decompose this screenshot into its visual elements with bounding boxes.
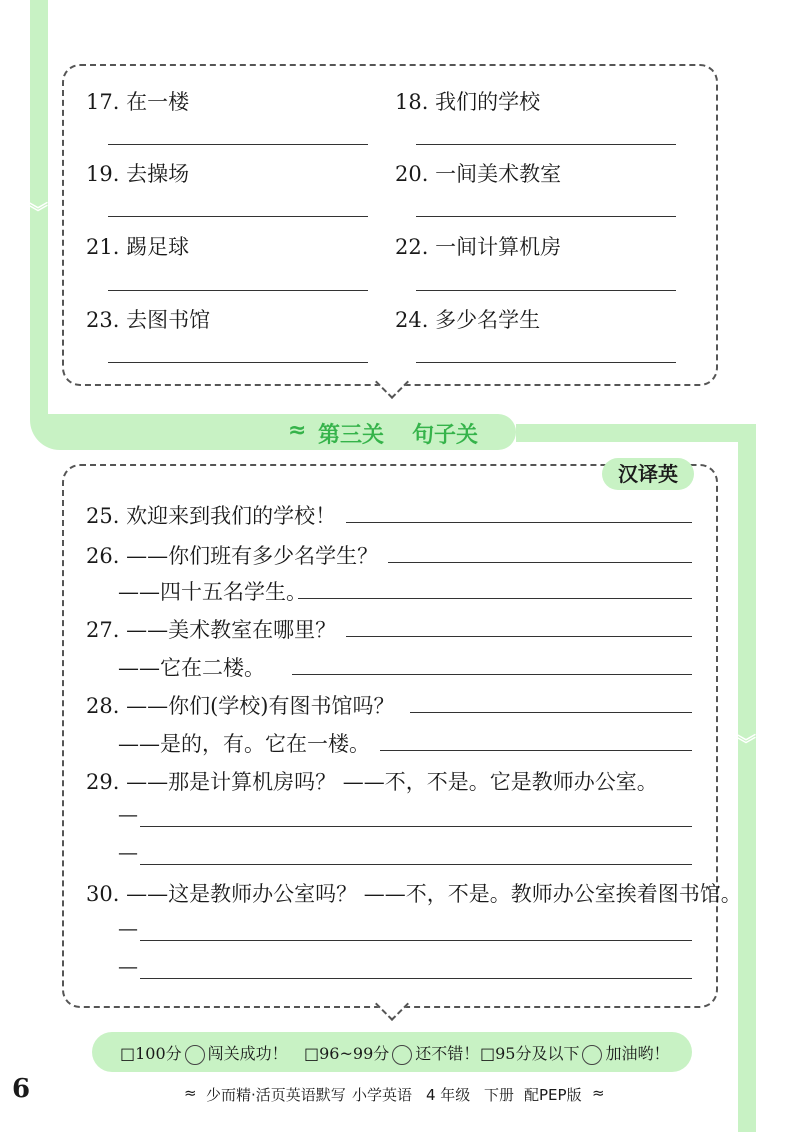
dash-29-b: — — [118, 840, 138, 864]
chevron-left-icon: ︾ — [28, 200, 48, 224]
answer-line-21[interactable] — [108, 290, 368, 291]
answer-line-27-b[interactable] — [292, 674, 692, 675]
score-option-100[interactable]: □100分 闯关成功！ — [120, 1044, 288, 1063]
answer-line-18[interactable] — [416, 144, 676, 145]
phrase-19: 19. 去操场 — [86, 162, 190, 186]
middle-green-bar-right — [516, 424, 756, 442]
chevron-right-icon: ︾ — [736, 732, 756, 756]
answer-line-27-a[interactable] — [346, 636, 692, 637]
question-29: 29. ——那是计算机房吗？ ——不，不是。它是教师办公室。 — [86, 770, 658, 794]
answer-line-29-a[interactable] — [140, 826, 692, 827]
answer-line-19[interactable] — [108, 216, 368, 217]
section-title-sub: 句子关 — [412, 423, 479, 448]
section-title-main: 第三关 — [318, 423, 385, 448]
answer-line-29-b[interactable] — [140, 864, 692, 865]
wave-icon: ≈ — [288, 418, 307, 443]
phrase-22: 22. 一间计算机房 — [395, 235, 562, 259]
score-option-96-99[interactable]: □96~99分 还不错！ — [304, 1044, 480, 1063]
question-27-b: ——它在二楼。 — [118, 656, 265, 680]
footer-edition: 配PEP版 — [524, 1086, 582, 1104]
answer-line-17[interactable] — [108, 144, 368, 145]
task-tag: 汉译英 — [602, 458, 694, 490]
phrase-17: 17. 在一楼 — [86, 90, 190, 114]
section-title — [262, 414, 516, 450]
answer-line-25[interactable] — [346, 522, 692, 523]
footer-volume: 下册 — [484, 1086, 515, 1104]
answer-line-28-a[interactable] — [410, 712, 692, 713]
encourage-face-icon — [582, 1045, 602, 1065]
dash-29-a: — — [118, 802, 138, 826]
footer-series: 少而精·活页英语默写 — [206, 1086, 346, 1104]
answer-line-26-b[interactable] — [298, 598, 692, 599]
phrase-21: 21. 踢足球 — [86, 235, 190, 259]
answer-line-20[interactable] — [416, 216, 676, 217]
score-option-95-below[interactable]: □95分及以下 加油哟！ — [480, 1044, 670, 1063]
footer-wave-right: ≈ — [592, 1084, 605, 1102]
phrase-20: 20. 一间美术教室 — [395, 162, 562, 186]
phrase-18: 18. 我们的学校 — [395, 90, 541, 114]
question-28-b: ——是的，有。它在一楼。 — [118, 732, 370, 756]
footer-grade: 4 年级 — [426, 1086, 471, 1104]
middle-green-bar — [30, 414, 270, 450]
question-28-a: 28. ——你们(学校)有图书馆吗？ — [86, 694, 395, 718]
right-green-bar — [738, 424, 756, 1132]
answer-line-26-a[interactable] — [388, 562, 692, 563]
answer-line-28-b[interactable] — [380, 750, 692, 751]
answer-line-23[interactable] — [108, 362, 368, 363]
answer-line-24[interactable] — [416, 362, 676, 363]
question-27-a: 27. ——美术教室在哪里？ — [86, 618, 337, 642]
answer-line-30-b[interactable] — [140, 978, 692, 979]
phrase-24: 24. 多少名学生 — [395, 308, 541, 332]
dash-30-b: — — [118, 954, 138, 978]
footer-subject: 小学英语 — [352, 1086, 413, 1104]
page-number: 6 — [12, 1074, 31, 1104]
phrase-23: 23. 去图书馆 — [86, 308, 211, 332]
cheer-face-icon — [185, 1045, 205, 1065]
smile-face-icon — [392, 1045, 412, 1065]
question-25: 25. 欢迎来到我们的学校！ — [86, 504, 337, 528]
question-26-a: 26. ——你们班有多少名学生？ — [86, 544, 379, 568]
question-26-b: ——四十五名学生。 — [118, 580, 307, 604]
score-bar — [92, 1032, 692, 1072]
footer-wave-left: ≈ — [184, 1084, 197, 1102]
question-30: 30. ——这是教师办公室吗？ ——不，不是。教师办公室挨着图书馆。 — [86, 882, 742, 906]
answer-line-30-a[interactable] — [140, 940, 692, 941]
dash-30-a: — — [118, 916, 138, 940]
answer-line-22[interactable] — [416, 290, 676, 291]
